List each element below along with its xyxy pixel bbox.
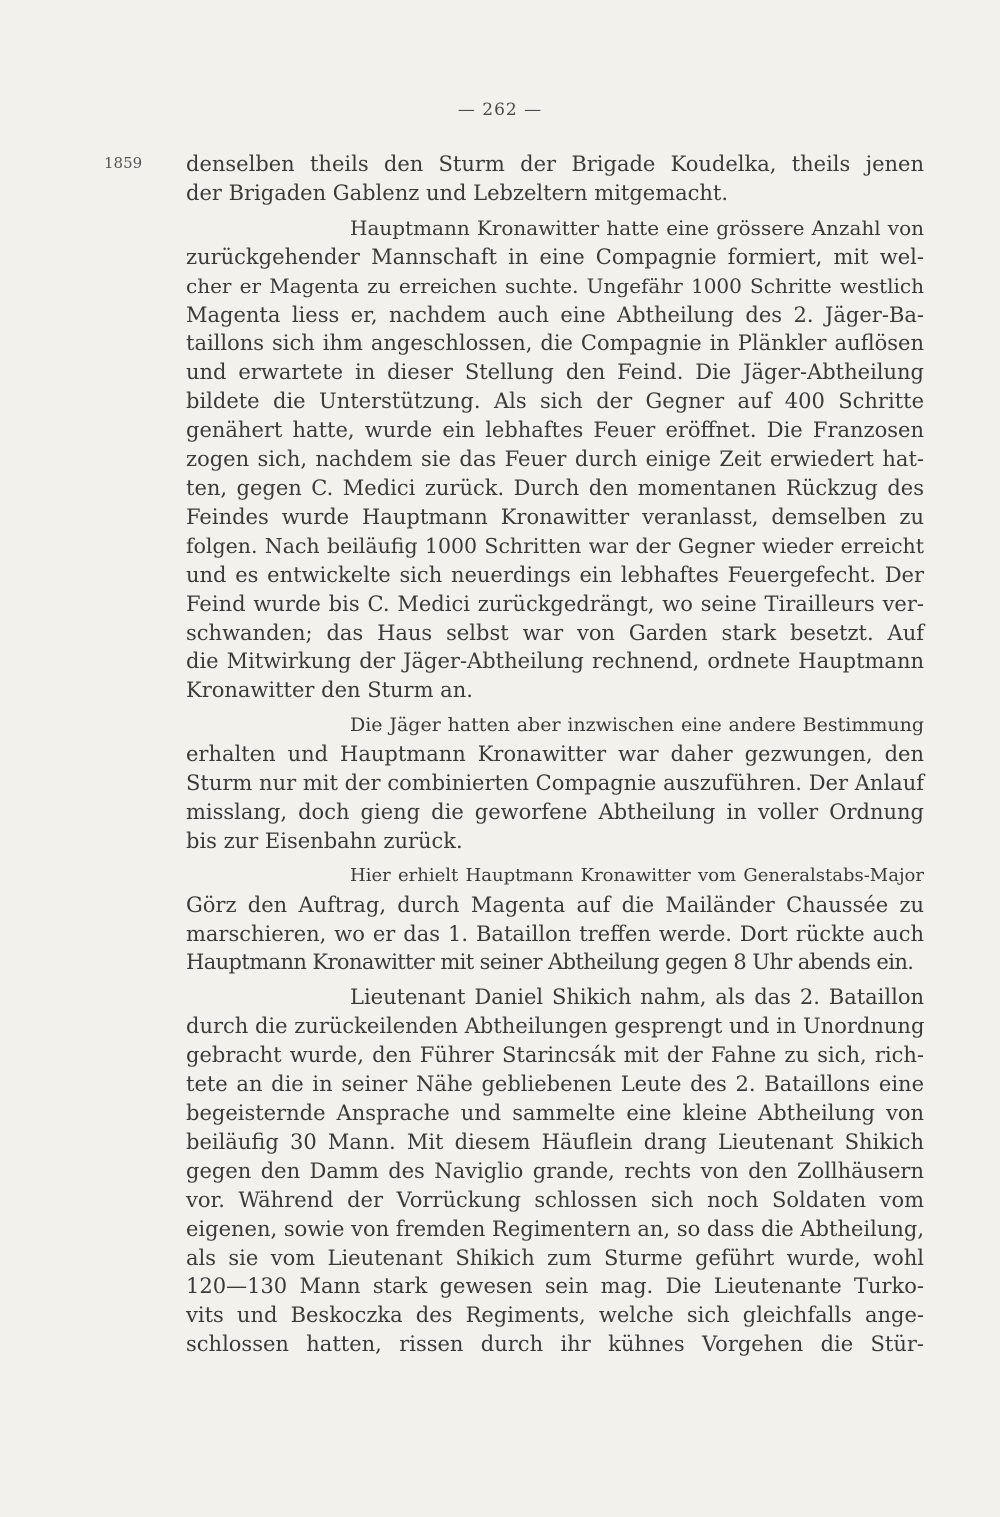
text-line: und es entwickelte sich neuerdings ein lebhaftes Feuergefecht. Der [186,562,924,587]
text-line: Sturm nur mit der combinierten Compagnie auszuführen. Der Anlauf [186,771,924,796]
text-line: durch die zurückeilenden Abtheilungen gesprengt und in Unordnung [186,1014,925,1039]
text-line: marschieren, wo er das 1. Bataillon treffen werde. Dort rückte auch [186,921,924,946]
page-number: — 262 — [457,100,543,120]
paragraph-1 [186,150,924,208]
text-line: bis zur Eisenbahn zurück. [186,828,463,853]
body-text [186,150,924,1365]
text-line: Lieutenant Daniel Shikich nahm, als das 2. Bataillon [350,985,924,1010]
text-line: Kronawitter den Sturm an. [186,678,473,703]
text-line: eigenen, sowie von fremden Regimentern an, so dass die Abtheilung, [186,1216,924,1241]
text-line: Feind wurde bis C. Medici zurückgedrängt, wo seine Tirailleurs ver- [186,591,924,616]
text-line: Görz den Auftrag, durch Magenta auf die Mailänder Chaussée zu [186,892,924,917]
text-line: der Brigaden Gablenz und Lebzeltern mitgemacht. [186,180,729,205]
text-line: Hier erhielt Hauptmann Kronawitter vom Generalstabs-Major [350,864,924,886]
text-line: und erwartete in dieser Stellung den Feind. Die Jäger-Abtheilung [186,360,924,385]
text-line: genähert hatte, wurde ein lebhaftes Feuer eröffnet. Die Franzosen [186,418,924,443]
text-line: 120—130 Mann stark gewesen sein mag. Die Lieutenante Turko- [186,1274,924,1299]
text-line: gebracht wurde, den Führer Starincsák mit der Fahne zu sich, rich- [186,1043,924,1068]
text-line: denselben theils den Sturm der Brigade Koudelka, theils jenen [186,152,924,176]
text-line: misslang, doch gieng die geworfene Abtheilung in voller Ordnung [186,799,924,824]
text-line: bildete die Unterstützung. Als sich der Gegner auf 400 Schritte [186,389,924,414]
text-line: cher er Magenta zu erreichen suchte. Ungefähr 1000 Schritte westlich [186,273,924,298]
text-line: als sie vom Lieutenant Shikich zum Sturme geführt wurde, wohl [186,1245,924,1270]
text-line: Die Jäger hatten aber inzwischen eine andere Bestimmung [350,714,924,737]
text-line: beiläufig 30 Mann. Mit diesem Häuflein drang Lieutenant Shikich [186,1129,924,1154]
text-line: zogen sich, nachdem sie das Feuer durch einige Zeit erwiedert hat- [186,447,924,472]
text-line: Feindes wurde Hauptmann Kronawitter veranlasst, demselben zu [186,504,924,529]
paragraph-4 [186,862,924,978]
paragraph-2 [186,214,924,705]
paragraph-5 [186,983,924,1359]
text-line: Hauptmann Kronawitter hatte eine grössere Anzahl von [350,215,924,240]
text-line: Magenta liess er, nachdem auch eine Abtheilung des 2. Jäger-Ba- [186,302,924,327]
text-line: taillons sich ihm angeschlossen, die Compagnie in Plänkler auflösen [186,331,924,356]
text-line: ten, gegen C. Medici zurück. Durch den momentanen Rückzug des [186,475,924,500]
text-line: schwanden; das Haus selbst war von Garden stark besetzt. Auf [186,620,924,645]
text-line: tete an die in seiner Nähe gebliebenen Leute des 2. Bataillons eine [186,1072,924,1097]
paragraph-3 [186,711,924,856]
text-line: zurückgehender Mannschaft in eine Compagnie formiert, mit wel- [186,244,924,269]
text-line: erhalten und Hauptmann Kronawitter war daher gezwungen, den [186,742,924,767]
text-line: Hauptmann Kronawitter mit seiner Abtheilung gegen 8 Uhr abends ein. [186,950,914,975]
text-line: begeisternde Ansprache und sammelte eine kleine Abtheilung von [186,1101,924,1125]
text-line: vits und Beskoczka des Regiments, welche sich gleichfalls ange- [186,1303,924,1328]
text-line: schlossen hatten, rissen durch ihr kühnes Vorgehen die Stür- [186,1332,924,1357]
margin-year-note: 1859 [104,154,143,172]
text-line: vor. Während der Vorrückung schlossen sich noch Soldaten vom [186,1187,924,1212]
text-line: folgen. Nach beiläufig 1000 Schritten war der Gegner wieder erreicht [186,533,924,558]
text-line: die Mitwirkung der Jäger-Abtheilung rechnend, ordnete Hauptmann [186,649,924,674]
text-line: gegen den Damm des Naviglio grande, rechts von den Zollhäusern [186,1158,924,1183]
